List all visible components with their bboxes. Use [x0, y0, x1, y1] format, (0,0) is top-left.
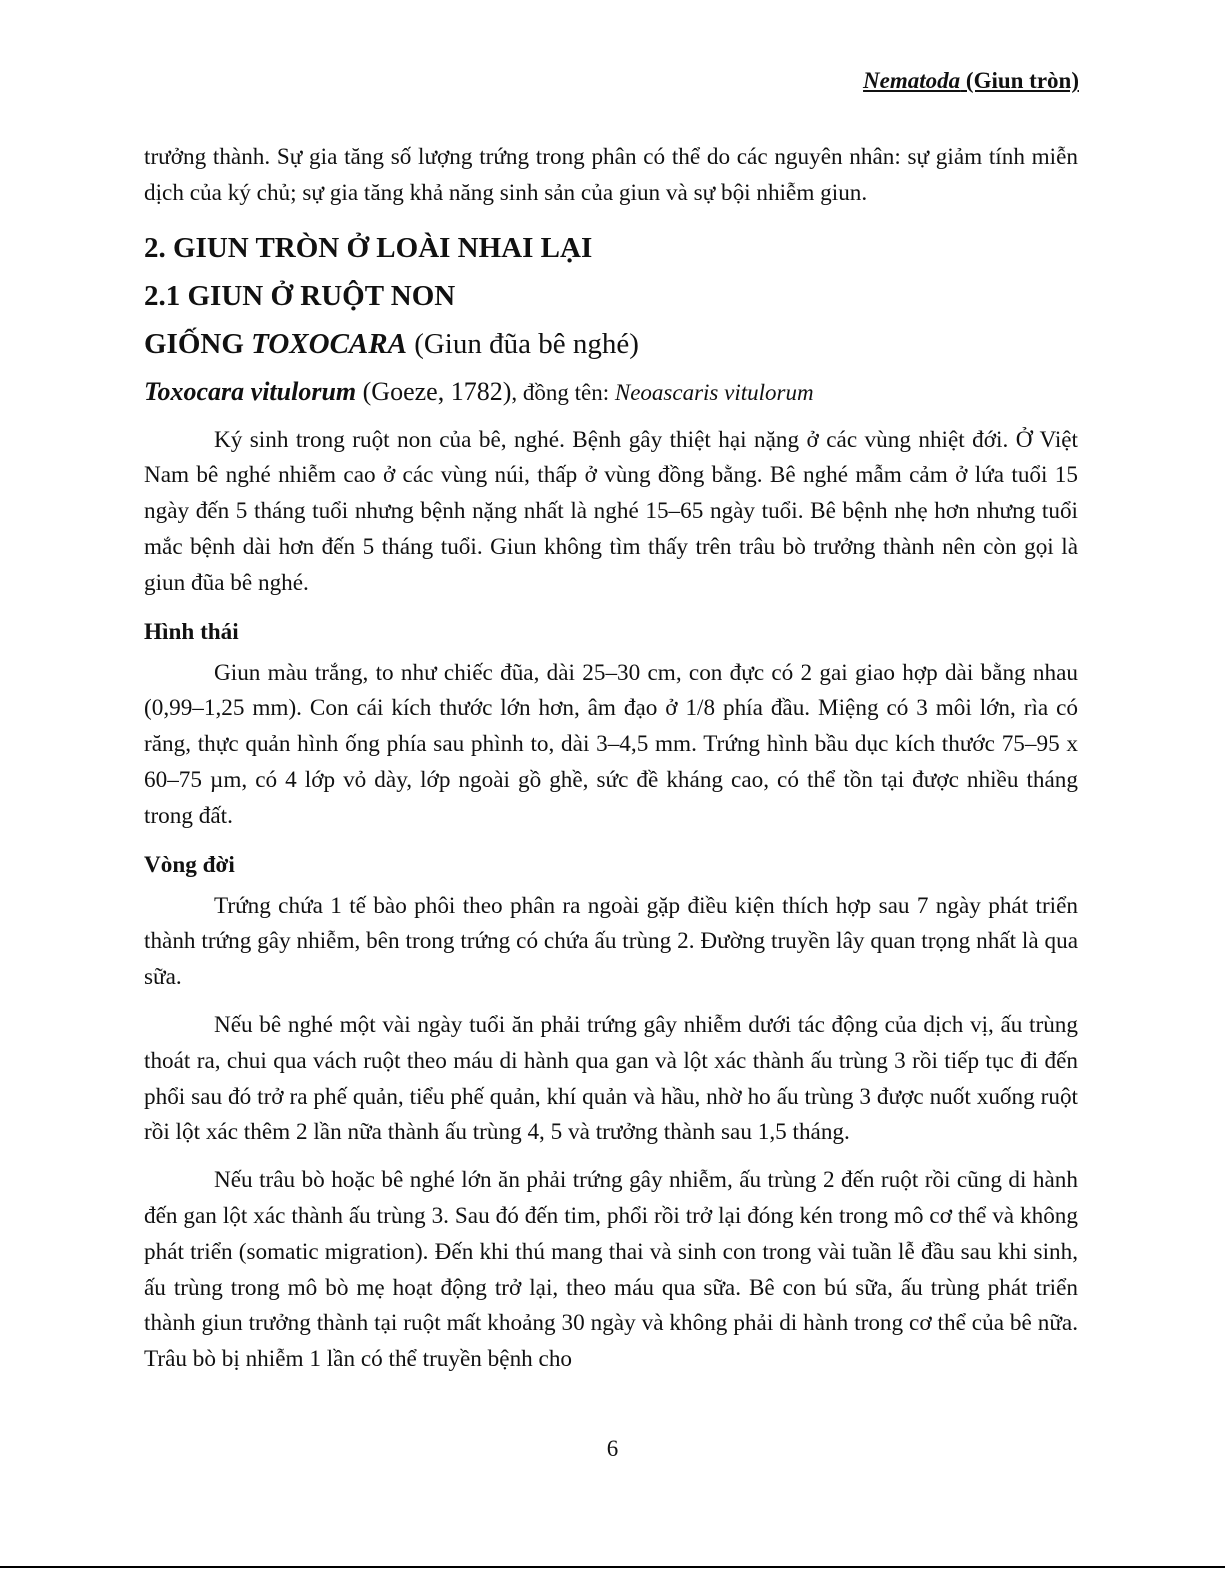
running-header	[863, 68, 1079, 94]
description-paragraph: Ký sinh trong ruột non của bê, nghé. Bệnh gây thiệt hại nặng ở các vùng nhiệt đới. Ở Việt Nam bê nghé nhiễm cao ở các vùng núi, thấp ở vùng đồng bằng. Bê nghé mẫm cảm ở lứa tuổi 15 ngày đến 5 tháng tuổi nhưng bệnh nặng nhất là nghé 15–65 ngày tuổi. Bê bệnh nhẹ hơn nhưng tuổi mắc bệnh dài hơn đến 5 tháng tuổi. Giun không tìm thấy trên trâu bò trưởng thành nên còn gọi là giun đũa bê nghé.	[144, 426, 1078, 596]
life-cycle-paragraph-1: Trứng chứa 1 tế bào phôi theo phân ra ngoài gặp điều kiện thích hợp sau 7 ngày phát triển thành trứng gây nhiễm, bên trong trứng có chứa ấu trùng 2. Đường truyền lây quan trọng nhất là qua sữa.	[144, 892, 1078, 991]
genus-heading-prefix: GIỐNG	[144, 327, 252, 360]
bottom-rule	[0, 1566, 1225, 1568]
life-cycle-heading: Vòng đời	[144, 851, 235, 878]
life-cycle-paragraph-3: Nếu trâu bò hoặc bê nghé lớn ăn phải trứng gây nhiễm, ấu trùng 2 đến ruột rồi cũng di hành đến gan lột xác thành ấu trùng 3. Sau đó đến tim, phổi rồi trở lại đóng kén trong mô cơ thể và không phát triển (somatic migration). Đến khi thú mang thai và sinh con trong vài tuần lễ đầu sau khi sinh, ấu trùng trong mô bò mẹ hoạt động trở lại, theo máu qua sữa. Bê con bú sữa, ấu trùng phát triển thành giun trưởng thành tại ruột mất khoảng 30 ngày và không phải di hành trong cơ thể của bê nữa. Trâu bò bị nhiễm 1 lần có thể truyền bệnh cho	[144, 1167, 1078, 1373]
life-cycle-paragraph-2: Nếu bê nghé một vài ngày tuổi ăn phải trứng gây nhiễm dưới tác động của dịch vị, ấu trùng thoát ra, chui qua vách ruột theo máu di hành qua gan và lột xác thành ấu trùng 3 rồi tiếp tục đi đến phổi sau đó trở ra phế quản, tiểu phế quản, khí quản và hầu, nhờ ho ấu trùng 3 được nuốt xuống ruột rồi lột xác thêm 2 lần nữa thành ấu trùng 4, 5 và trưởng thành sau 1,5 tháng.	[144, 1011, 1078, 1146]
running-header-genus: Nematoda	[863, 68, 961, 93]
genus-heading	[144, 320, 1078, 368]
running-header-common: (Giun tròn)	[960, 68, 1079, 93]
species-synonym: Neoascaris vitulorum	[614, 379, 814, 405]
species-author: (Goeze, 1782)	[356, 376, 512, 406]
morphology-paragraph: Giun màu trắng, to như chiếc đũa, dài 25–30 cm, con đực có 2 gai giao hợp dài bằng nhau (0,99–1,25 mm). Con cái kích thước lớn hơn, âm đạo ở 1/8 phía đầu. Miệng có 3 môi lớn, rìa có răng, thực quản hình ống phía sau phình to, dài 3–4,5 mm. Trứng hình bầu dục kích thước 75–95 x 60–75 µm, có 4 lớp vỏ dày, lớp ngoài gồ ghề, sức đề kháng cao, có thể tồn tại được nhiều tháng trong đất.	[144, 659, 1078, 829]
synonym-label: , đồng tên:	[511, 379, 615, 405]
page-body	[144, 140, 1078, 1378]
intro-paragraph: trưởng thành. Sự gia tăng số lượng trứng trong phân có thể do các nguyên nhân: sự giảm tính miễn dịch của ký chủ; sự gia tăng khả năng sinh sản của giun và sự bội nhiễm giun.	[144, 144, 1078, 206]
species-heading	[144, 370, 1078, 415]
section-title: 2. GIUN TRÒN Ở LOÀI NHAI LẠI	[144, 231, 593, 264]
genus-heading-common: (Giun đũa bê nghé)	[406, 327, 639, 360]
subsection-title: 2.1 GIUN Ở RUỘT NON	[144, 279, 456, 312]
genus-heading-genus: TOXOCARA	[251, 327, 407, 360]
page-number: 6	[606, 1436, 619, 1461]
morphology-heading: Hình thái	[144, 618, 239, 645]
species-name: Toxocara vitulorum	[144, 376, 357, 406]
